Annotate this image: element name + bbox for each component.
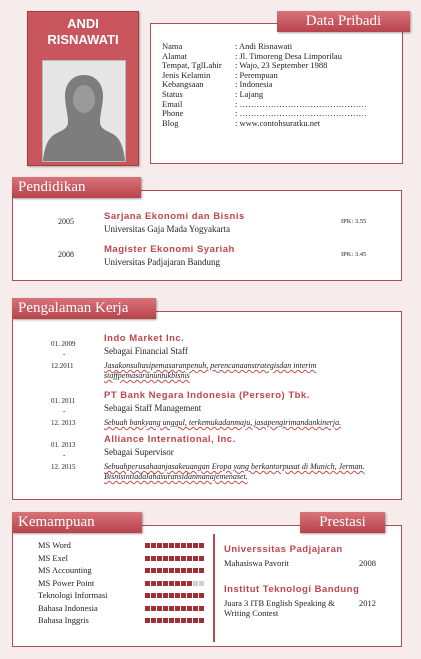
skill-dot-filled bbox=[145, 581, 150, 586]
education-panel bbox=[12, 190, 402, 281]
skill-dot-filled bbox=[187, 556, 192, 561]
skill-dot-filled bbox=[193, 593, 198, 598]
skill-dot-filled bbox=[169, 618, 174, 623]
achievement-year: 2012 bbox=[359, 598, 376, 608]
skill-dot-filled bbox=[163, 593, 168, 598]
skill-name: MS Word bbox=[38, 540, 71, 550]
name-photo-card bbox=[27, 11, 139, 166]
skill-name: MS Accounting bbox=[38, 565, 92, 575]
experience-role: Sebagai Staff Management bbox=[104, 403, 202, 413]
skill-dot-filled bbox=[163, 606, 168, 611]
experience-end: 12. 2013 bbox=[51, 419, 76, 427]
skill-dot-filled bbox=[187, 568, 192, 573]
education-degree: Sarjana Ekonomi dan Bisnis bbox=[104, 211, 245, 222]
experience-role: Sebagai Supervisor bbox=[104, 447, 174, 457]
skills-title: Kemampuan bbox=[18, 514, 95, 530]
skill-dot-filled bbox=[187, 606, 192, 611]
personal-value: : Wajo, 23 September 1988 bbox=[235, 60, 328, 71]
personal-value: : Andi Risnawati bbox=[235, 41, 293, 51]
personal-data-title: Data Pribadi bbox=[305, 13, 382, 29]
skill-dot-filled bbox=[169, 543, 174, 548]
experience-start: 01. 2013 bbox=[51, 441, 76, 449]
skill-level-bar bbox=[145, 556, 204, 561]
skill-dot-filled bbox=[199, 593, 204, 598]
skill-dot-filled bbox=[145, 618, 150, 623]
experience-end: 12.2011 bbox=[51, 362, 74, 370]
experience-panel bbox=[12, 311, 402, 500]
skill-dot-filled bbox=[175, 593, 180, 598]
education-school: Universitas Padjajaran Bandung bbox=[104, 257, 220, 267]
skill-dot-filled bbox=[199, 618, 204, 623]
skill-level-bar bbox=[145, 593, 204, 598]
skill-dot-filled bbox=[187, 593, 192, 598]
personal-label: Jenis Kelamin bbox=[162, 69, 211, 80]
achievements-ribbon bbox=[300, 512, 385, 533]
personal-label: Phone bbox=[162, 108, 184, 119]
skills-achievements-panel bbox=[12, 525, 402, 647]
personal-label: Nama bbox=[162, 41, 183, 51]
skill-dot-filled bbox=[157, 593, 162, 598]
skill-dot-filled bbox=[145, 593, 150, 598]
personal-data-panel bbox=[150, 23, 403, 164]
education-year: 2008 bbox=[58, 250, 74, 259]
skill-dot-filled bbox=[193, 606, 198, 611]
skill-dot-filled bbox=[145, 543, 150, 548]
skill-dot-filled bbox=[199, 606, 204, 611]
personal-label: Status bbox=[162, 89, 183, 99]
experience-end: 12. 2015 bbox=[51, 463, 76, 471]
skill-dot-filled bbox=[157, 556, 162, 561]
experience-dash: - bbox=[63, 407, 66, 415]
skill-dot-filled bbox=[175, 618, 180, 623]
personal-value: : ……………………………………… bbox=[235, 98, 367, 109]
experience-start: 01. 2011 bbox=[51, 397, 76, 405]
experience-title: Pengalaman Kerja bbox=[18, 300, 129, 316]
skills-ribbon bbox=[12, 512, 142, 533]
personal-data-ribbon bbox=[277, 11, 410, 32]
personal-value: : ……………………………………… bbox=[235, 108, 367, 119]
education-year: 2005 bbox=[58, 217, 74, 226]
name-line-2: RISNAWATI bbox=[47, 32, 119, 47]
experience-description: Sebuah bankyang unggul, terkemukadanmaju, jasapengirimandankinerja. bbox=[104, 418, 342, 427]
achievement-institution: Universsitas Padjajaran bbox=[224, 544, 343, 555]
achievements-title: Prestasi bbox=[319, 514, 366, 530]
skill-dot-filled bbox=[199, 568, 204, 573]
education-title: Pendidikan bbox=[18, 179, 86, 195]
education-ribbon bbox=[12, 177, 141, 198]
personal-value: : Lajang bbox=[235, 89, 264, 99]
skill-name: MS Power Point bbox=[38, 577, 95, 588]
person-silhouette-icon bbox=[43, 61, 125, 161]
personal-value: : Jl. Timoreng Desa Limporilau bbox=[235, 50, 342, 61]
skill-level-bar bbox=[145, 618, 204, 623]
skill-dot-filled bbox=[181, 568, 186, 573]
skill-dot-filled bbox=[193, 568, 198, 573]
skill-name: Teknologi Informasi bbox=[38, 590, 108, 600]
skill-dot-filled bbox=[151, 543, 156, 548]
skill-dot-filled bbox=[163, 581, 168, 586]
achievement-institution: Institut Teknologi Bandung bbox=[224, 584, 360, 595]
skill-level-bar bbox=[145, 568, 204, 573]
column-divider bbox=[213, 534, 215, 642]
name-line-1: ANDI bbox=[67, 16, 99, 31]
skill-name: Bahasa Inggris bbox=[38, 615, 89, 625]
skill-level-bar bbox=[145, 543, 204, 548]
personal-label: Blog bbox=[162, 117, 179, 128]
personal-label: Email bbox=[162, 98, 183, 109]
experience-company: Alliance International, Inc. bbox=[104, 434, 236, 445]
skill-dot-filled bbox=[193, 556, 198, 561]
skill-dot-filled bbox=[163, 568, 168, 573]
experience-start: 01. 2009 bbox=[51, 340, 76, 348]
achievement-year: 2008 bbox=[359, 558, 376, 568]
skill-dot-filled bbox=[151, 556, 156, 561]
experience-dash: - bbox=[63, 350, 66, 358]
personal-value: : www.contohsuratku.net bbox=[235, 117, 321, 128]
skill-level-bar bbox=[145, 581, 204, 586]
skill-dot-filled bbox=[175, 568, 180, 573]
skill-dot-filled bbox=[169, 581, 174, 586]
skill-dot-filled bbox=[175, 543, 180, 548]
skill-dot-filled bbox=[181, 543, 186, 548]
experience-description: Sebuahperusahaanjasakeuangan Eropa yang berkantorpusat di Munich, Jerman. Bisnisintiadalahasuransidanmanajemenaset. bbox=[104, 462, 365, 481]
skill-dot-filled bbox=[157, 568, 162, 573]
skill-dot-filled bbox=[151, 618, 156, 623]
skill-dot-filled bbox=[157, 606, 162, 611]
skill-dot-filled bbox=[151, 593, 156, 598]
skill-dot-filled bbox=[187, 618, 192, 623]
skill-dot-filled bbox=[163, 543, 168, 548]
education-degree: Magister Ekonomi Syariah bbox=[104, 244, 235, 255]
skill-name: Bahasa Indonesia bbox=[38, 602, 98, 613]
skill-dot-filled bbox=[145, 568, 150, 573]
experience-company: PT Bank Negara Indonesia (Persero) Tbk. bbox=[104, 390, 310, 401]
skill-dot-filled bbox=[193, 618, 198, 623]
skill-dot-filled bbox=[157, 543, 162, 548]
skill-dot-filled bbox=[169, 606, 174, 611]
skill-dot-filled bbox=[199, 543, 204, 548]
skill-dot-filled bbox=[151, 568, 156, 573]
skill-dot-empty bbox=[193, 581, 198, 586]
skill-dot-filled bbox=[199, 556, 204, 561]
experience-dash: - bbox=[63, 451, 66, 459]
education-school: Universitas Gaja Mada Yogyakarta bbox=[104, 224, 230, 234]
skill-dot-filled bbox=[169, 556, 174, 561]
personal-label: Tempat, TglLahir bbox=[162, 60, 222, 71]
skill-dot-filled bbox=[157, 581, 162, 586]
skill-dot-filled bbox=[169, 568, 174, 573]
personal-label: Kebangsaan bbox=[162, 79, 204, 90]
education-ipk: IPK: 3.45 bbox=[341, 251, 367, 258]
skill-dot-filled bbox=[175, 556, 180, 561]
education-ipk: IPK: 3.55 bbox=[341, 218, 367, 225]
experience-description: Jasakonsultasipemasaranpenuh, perencanaanstrategisdan interim staffpemasaranuntukbisnis bbox=[104, 361, 317, 380]
skill-dot-filled bbox=[157, 618, 162, 623]
skill-dot-filled bbox=[175, 606, 180, 611]
skill-dot-filled bbox=[187, 581, 192, 586]
skill-dot-filled bbox=[181, 581, 186, 586]
experience-role: Sebagai Financial Staff bbox=[104, 346, 188, 356]
skill-dot-filled bbox=[181, 556, 186, 561]
skill-dot-filled bbox=[187, 543, 192, 548]
personal-label: Alamat bbox=[162, 50, 188, 61]
skill-dot-filled bbox=[151, 581, 156, 586]
skill-name: MS Exel bbox=[38, 552, 68, 563]
skill-dot-filled bbox=[145, 606, 150, 611]
experience-ribbon bbox=[12, 298, 156, 319]
profile-photo bbox=[42, 60, 126, 162]
achievement-title: Juara 3 ITB English Speaking & Writing Contest bbox=[224, 598, 335, 618]
experience-company: Indo Market Inc. bbox=[104, 333, 185, 344]
skill-dot-empty bbox=[199, 581, 204, 586]
skill-dot-filled bbox=[181, 593, 186, 598]
personal-value: : Indonesia bbox=[235, 79, 273, 90]
candidate-name bbox=[28, 16, 138, 48]
skill-dot-filled bbox=[181, 606, 186, 611]
skill-dot-filled bbox=[151, 606, 156, 611]
achievement-title: Mahasiswa Pavorit bbox=[224, 558, 289, 568]
skill-dot-filled bbox=[163, 618, 168, 623]
skill-dot-filled bbox=[175, 581, 180, 586]
skill-dot-filled bbox=[163, 556, 168, 561]
skill-level-bar bbox=[145, 606, 204, 611]
personal-value: : Perempuan bbox=[235, 69, 278, 80]
skill-dot-filled bbox=[181, 618, 186, 623]
skill-dot-filled bbox=[193, 543, 198, 548]
skill-dot-filled bbox=[145, 556, 150, 561]
skill-dot-filled bbox=[169, 593, 174, 598]
